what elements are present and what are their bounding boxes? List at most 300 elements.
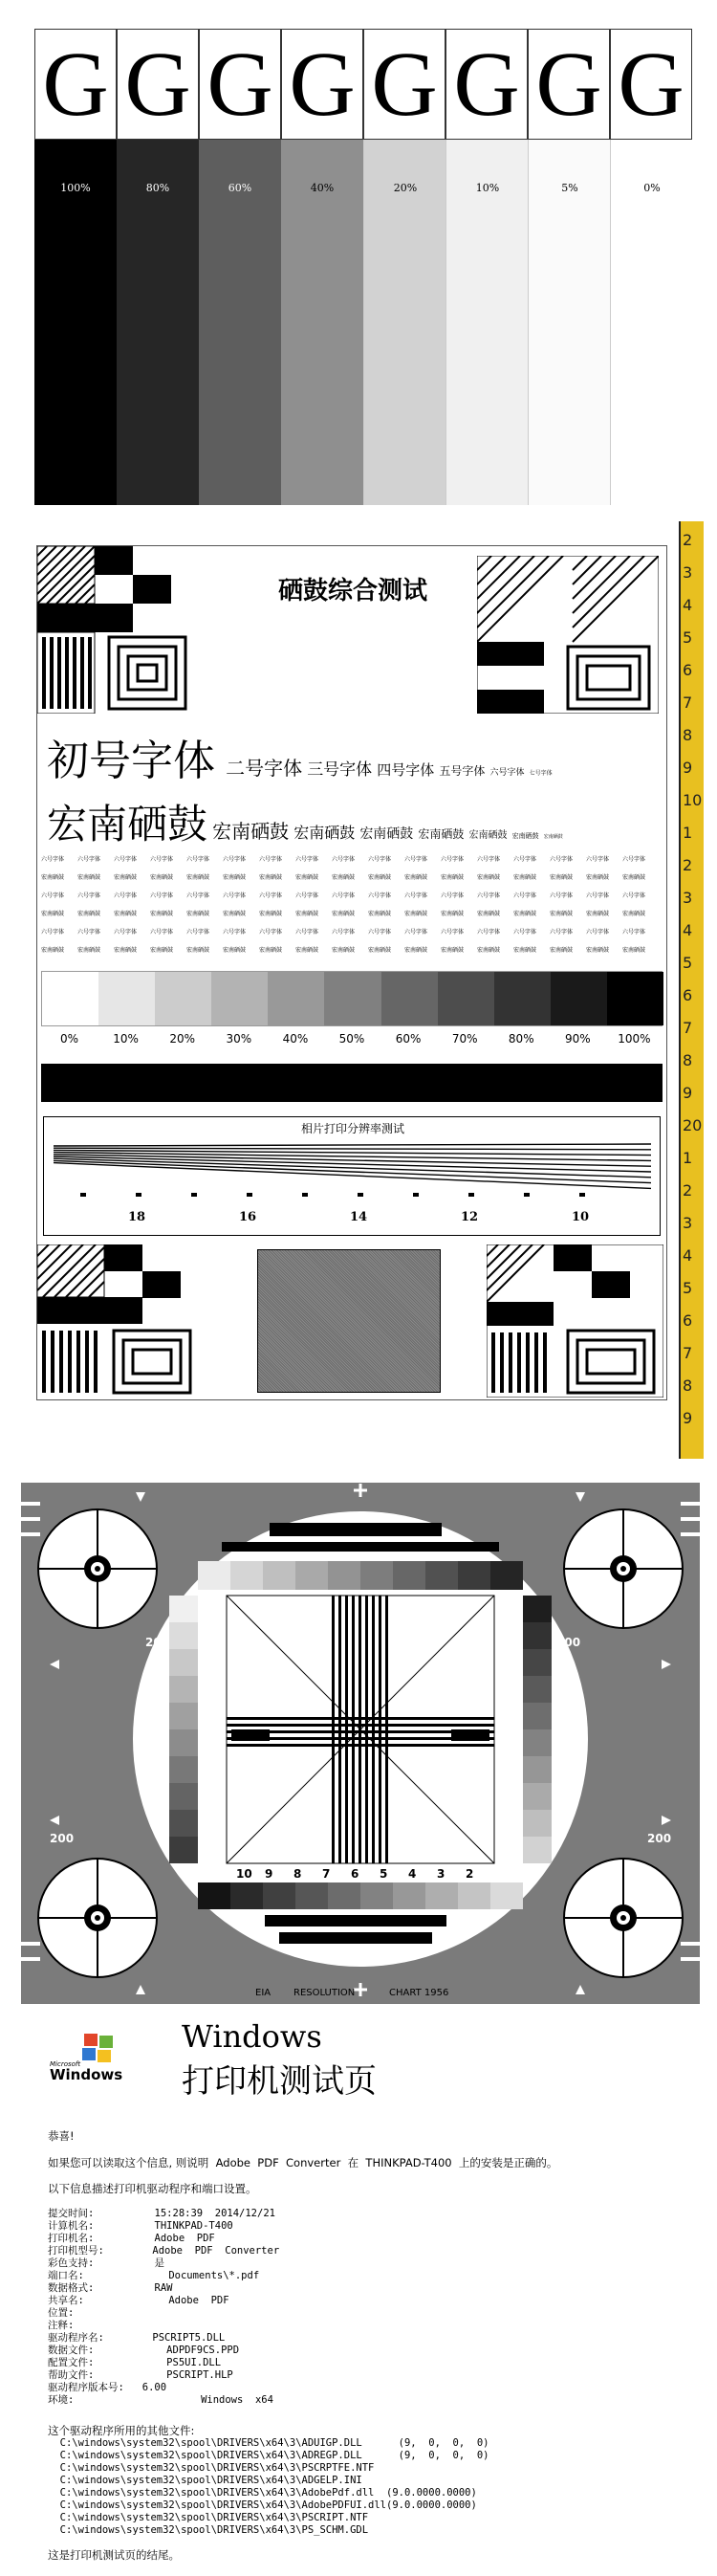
small-text-sample: 宏南硒鼓 [368,947,392,954]
brand-sample-2: 宏南硒鼓 [293,824,356,842]
eia-gray-step [198,1882,230,1909]
eia-gray-step [458,1882,490,1909]
font-row-chuhao [47,726,659,785]
small-text-sample: 六号字体 [186,856,210,863]
eia-resolution-number: 2 [466,1867,474,1881]
page-title-line1: Windows [182,2018,322,2055]
small-text-sample: 六号字体 [586,856,610,863]
small-text-sample: 宏南硒鼓 [223,911,247,917]
eia-gray-step [328,1882,360,1909]
small-text-sample: 六号字体 [477,892,501,899]
ruler-digit: 4 [683,921,693,939]
brand-sample-1: 宏南硒鼓 [212,820,290,843]
small-text-grid [41,854,663,969]
small-text-sample: 宏南硒鼓 [295,874,319,881]
small-text-sample: 宏南硒鼓 [150,947,174,954]
eia-gray-step [490,1882,523,1909]
small-text-sample: 六号字体 [404,892,428,899]
resolution-lines-icon [54,1140,651,1198]
eia-gray-step [523,1810,552,1837]
windows-logo [50,2032,136,2089]
letter-g-sample: G [34,29,117,140]
small-text-sample: 六号字体 [259,929,283,936]
checker-pattern-icon [37,1244,205,1398]
gray-step-label: 50% [338,1032,365,1046]
small-text-sample: 宏南硒鼓 [114,911,138,917]
eia-resolution-number: 3 [437,1867,445,1881]
gray-percent-label: 10% [475,182,500,194]
gray-step-swatch [438,972,494,1025]
small-text-sample: 宏南硒鼓 [368,874,392,881]
grayscale-strip [34,29,694,505]
printer-properties: 提交时间: 15:28:39 2014/12/21 计算机名: THINKPAD-T400 打印机名: Adobe PDF 打印机型号: Adobe PDF Converter 彩色支持: 是 端口名: Documents\*.pdf 数据格式: RAW 共享名: Adobe PDF 位置: 注释: 驱动程序名: PSCRIPT5.DLL 数据文件: ADPDF9CS.PPD 配置文件: PS5UI.DLL 帮助文件: PSCRIPT.HLP 驱动程序版本号: 6.00 环境: Windows x64 [48,2208,280,2406]
gray-step-column [363,29,445,505]
small-text-sample: 宏南硒鼓 [404,911,428,917]
small-text-sample: 宏南硒鼓 [477,911,501,917]
resolution-tick-label: 12 [461,1210,479,1224]
pattern-block-top-left [37,546,205,714]
eia-gray-step [458,1561,490,1590]
small-text-sample: 宏南硒鼓 [586,874,610,881]
letter-g-sample: G [363,29,445,140]
small-text-sample: 六号字体 [186,892,210,899]
small-text-sample: 六号字体 [77,892,101,899]
gray-percent-label: 80% [145,182,170,194]
small-text-sample: 六号字体 [404,929,428,936]
ruler-digit: 4 [683,596,693,614]
small-text-sample: 宏南硒鼓 [259,911,283,917]
small-text-sample: 宏南硒鼓 [259,874,283,881]
ruler-digit: 2 [683,1181,693,1200]
small-text-sample: 宏南硒鼓 [404,947,428,954]
small-text-sample: 宏南硒鼓 [114,874,138,881]
small-text-sample: 六号字体 [77,929,101,936]
small-text-sample: 宏南硒鼓 [223,874,247,881]
gray-step-swatch [268,972,324,1025]
letter-g-sample: G [117,29,199,140]
small-text-sample: 六号字体 [477,929,501,936]
resolution-tick-mark [468,1193,474,1197]
small-text-sample: 宏南硒鼓 [223,947,247,954]
small-text-sample: 六号字体 [41,929,65,936]
small-text-sample: 六号字体 [41,892,65,899]
small-text-sample: 宏南硒鼓 [404,874,428,881]
gray-step-swatch [381,972,438,1025]
gray-step-label: 10% [113,1032,139,1046]
small-text-sample: 宏南硒鼓 [77,947,101,954]
eia-gray-step [523,1837,552,1863]
gray-percent-label: 0% [643,182,661,194]
font-sample-qihao: 七号字体 [529,770,553,777]
small-text-sample: 六号字体 [586,892,610,899]
ruler-digit: 3 [683,1214,693,1232]
resolution-tick-mark [136,1193,141,1197]
small-text-sample: 六号字体 [295,856,319,863]
resolution-tick-label: 10 [572,1210,590,1224]
brand-sample-7: 宏南硒鼓 [543,834,563,840]
gray-step-swatch [42,972,98,1025]
small-text-sample: 宏南硒鼓 [186,947,210,954]
description-text: 以下信息描述打印机驱动程序和端口设置。 [48,2182,257,2195]
small-text-sample: 六号字体 [368,892,392,899]
ruler-digit: 9 [683,759,693,777]
small-text-sample: 宏南硒鼓 [441,874,465,881]
eia-bottom-numbers [236,1867,494,1882]
gray-percent-label: 100% [60,182,91,194]
eia-gray-step [523,1783,552,1810]
gray-step-swatch [211,972,268,1025]
small-text-sample: 六号字体 [332,929,356,936]
gray-fill-bar [610,140,693,505]
gray-fill-bar [528,140,611,505]
eia-gray-step [169,1622,198,1649]
resolution-line [54,1144,651,1146]
ruler-digit: 6 [683,1311,693,1330]
ruler-digit: 6 [683,661,693,679]
small-text-sample: 六号字体 [150,929,174,936]
brand-sample-4: 宏南硒鼓 [418,827,465,841]
eia-resolution-number: 4 [408,1867,417,1881]
congrats-text: 恭喜! [48,2129,75,2143]
resolution-tick-mark [524,1193,530,1197]
eia-gray-step [169,1596,198,1622]
letter-g-sample: G [281,29,363,140]
small-text-sample: 宏南硒鼓 [77,911,101,917]
resolution-line [54,1150,651,1155]
small-text-sample: 六号字体 [550,892,574,899]
font-sample-sanhao: 三号字体 [307,760,373,780]
small-text-sample: 六号字体 [114,929,138,936]
logo-small-text: Microsoft [50,2060,81,2068]
resolution-line [54,1163,651,1189]
pattern-block-bottom-left [37,1244,205,1398]
small-text-sample: 六号字体 [441,892,465,899]
small-text-sample: 宏南硒鼓 [41,874,65,881]
small-text-sample: 六号字体 [114,856,138,863]
gray-step-column [34,29,117,505]
gray-step-label: 20% [169,1032,196,1046]
small-text-sample: 六号字体 [622,929,646,936]
small-text-sample: 六号字体 [223,892,247,899]
gray-step-column [610,29,692,505]
eia-gray-step [523,1703,552,1729]
small-text-sample: 六号字体 [295,929,319,936]
resolution-tick-label: 14 [350,1210,368,1224]
small-text-sample: 宏南硒鼓 [332,874,356,881]
small-text-sample: 六号字体 [622,856,646,863]
eia-gray-step [169,1729,198,1756]
eia-corner-label-3: 200 [50,1832,75,1845]
small-text-sample: 宏南硒鼓 [622,911,646,917]
gray-step-column [528,29,610,505]
resolution-line [54,1148,651,1150]
eia-gray-step [198,1561,230,1590]
brand-sample-3: 宏南硒鼓 [359,826,414,842]
other-files-list: C:\windows\system32\spool\DRIVERS\x64\3\ADUIGP.DLL (9, 0, 0, 0) C:\windows\system32\spool\DRIVERS\x64\3\ADREGP.DLL (9, 0, 0, 0) C:\windows\system32\spool\DRIVERS\x64\3\PSCRPTFE.NTF C:\windows\system32\spool\DRIVERS\x64\3\ADGELP.INI C:\windows\system32\spool\DRIVERS\x64\3\AdobePdf.dll (9.0.0000.0000) C:\windows\system32\spool\DRIVERS\x64\3\AdobePDFUI.dll(9.0.0000.0000) C:\windows\system32\spool\DRIVERS\x64\3\PSCRIPT.NTF C:\windows\system32\spool\DRIVERS\x64\3\PS_SCHM.GDL [59,2437,489,2536]
small-text-sample: 六号字体 [295,892,319,899]
ruler-digit: 8 [683,726,693,744]
gray-fill-bar [363,140,446,505]
resolution-tick-mark [191,1193,197,1197]
resolution-tick-mark [302,1193,308,1197]
ruler-digit: 7 [683,1019,693,1037]
letter-g-sample: G [199,29,281,140]
eia-gray-step [169,1810,198,1837]
small-text-sample: 六号字体 [441,856,465,863]
measuring-ruler [679,521,704,1459]
ruler-digit: 7 [683,1344,693,1362]
resolution-tick-mark [247,1193,252,1197]
ruler-digit: 7 [683,694,693,712]
small-text-sample: 六号字体 [332,856,356,863]
pattern-block-bottom-right [487,1244,663,1398]
small-text-sample: 六号字体 [223,856,247,863]
small-text-sample: 六号字体 [513,892,537,899]
font-sample-sihao: 四号字体 [377,761,435,779]
eia-footer-left: EIA [255,1988,272,1998]
small-text-sample: 六号字体 [259,892,283,899]
halftone-square [257,1249,441,1393]
gray-percent-label: 60% [228,182,252,194]
font-sample-wuhao: 五号字体 [439,764,486,778]
gray-fill-bar [445,140,529,505]
small-text-sample: 六号字体 [114,892,138,899]
gray-step-label: 30% [226,1032,252,1046]
other-files-title: 这个驱动程序所用的其他文件: [48,2424,195,2437]
small-text-sample: 宏南硒鼓 [441,911,465,917]
letter-g-sample: G [445,29,528,140]
gray-step-swatch [551,972,607,1025]
small-text-sample: 宏南硒鼓 [150,911,174,917]
gray-fill-bar [281,140,363,505]
gray-step-labels [41,1032,663,1049]
gray-percent-label: 20% [393,182,418,194]
gray-step-label: 40% [282,1032,309,1046]
checker-pattern-icon [37,546,205,714]
small-text-sample: 宏南硒鼓 [550,911,574,917]
ruler-digit: 5 [683,628,693,647]
eia-corner-label-4: 200 [647,1832,672,1845]
resolution-tick-mark [80,1193,86,1197]
ruler-digit: 3 [683,889,693,907]
font-sample-liuhao: 六号字体 [489,768,525,778]
eia-gray-step [523,1596,552,1622]
small-text-sample: 六号字体 [368,856,392,863]
gray-step-column [117,29,199,505]
small-text-sample: 宏南硒鼓 [259,947,283,954]
eia-gray-step [393,1882,425,1909]
resolution-tick-mark [358,1193,363,1197]
ruler-digit: 9 [683,1084,693,1102]
small-text-sample: 宏南硒鼓 [114,947,138,954]
eia-corner-label-2: 200 [556,1636,581,1649]
small-text-sample: 宏南硒鼓 [586,947,610,954]
resolution-title: 相片打印分辨率测试 [300,1122,404,1135]
ruler-digit: 2 [683,531,693,549]
eia-resolution-number: 5 [380,1867,388,1881]
pattern-block-top-right [477,556,659,714]
ruler-digit: 1 [683,824,693,842]
small-text-sample: 宏南硒鼓 [295,947,319,954]
gray-step-column [281,29,363,505]
font-row-hongnan [47,793,663,846]
eia-chart-graphic [21,1483,700,2004]
gray-step-column [199,29,281,505]
font-sample-chuhao: 初号字体 [47,737,215,785]
resolution-tick-label: 16 [239,1210,257,1224]
gray-step-column [445,29,528,505]
eia-gray-step [295,1882,328,1909]
letter-g-sample: G [610,29,692,140]
gray-step-swatch [494,972,551,1025]
small-text-sample: 宏南硒鼓 [622,874,646,881]
moire-pattern-icon [477,556,659,714]
gray-step-label: 0% [60,1032,79,1046]
eia-gray-step [169,1703,198,1729]
solid-black-band [41,1064,663,1102]
resolution-tick-label: 18 [128,1210,146,1224]
small-text-sample: 六号字体 [550,856,574,863]
small-text-sample: 六号字体 [513,856,537,863]
brand-sample-5: 宏南硒鼓 [468,830,508,841]
small-text-sample: 宏南硒鼓 [295,911,319,917]
windows-test-page [48,2018,698,2573]
small-text-sample: 六号字体 [186,929,210,936]
resolution-line [54,1158,651,1178]
letter-g-sample: G [528,29,610,140]
gray-step-swatch [607,972,663,1025]
small-text-sample: 宏南硒鼓 [550,947,574,954]
ruler-digit: 5 [683,954,693,972]
eia-gray-step [360,1561,393,1590]
small-text-sample: 宏南硒鼓 [550,874,574,881]
ruler-digit: 10 [683,791,703,809]
eia-resolution-number: 10 [236,1867,252,1881]
gray-percent-label: 5% [561,182,578,194]
small-text-sample: 六号字体 [77,856,101,863]
small-text-sample: 宏南硒鼓 [41,911,65,917]
small-text-sample: 六号字体 [513,929,537,936]
small-text-sample: 六号字体 [441,929,465,936]
small-text-sample: 宏南硒鼓 [441,947,465,954]
font-sample-erhao: 二号字体 [226,757,303,780]
gray-fill-bar [34,140,117,505]
resolution-tick-mark [413,1193,419,1197]
eia-resolution-number: 8 [293,1867,302,1881]
brand-sample-large: 宏南硒鼓 [47,801,208,848]
ruler-digit: 2 [683,856,693,874]
eia-gray-step [523,1649,552,1676]
eia-gray-step [328,1561,360,1590]
eia-gray-step [295,1561,328,1590]
small-text-sample: 六号字体 [477,856,501,863]
chart-title: 硒鼓综合测试 [277,577,427,605]
resolution-ticks [76,1193,630,1231]
small-text-sample: 宏南硒鼓 [150,874,174,881]
ruler-digit: 8 [683,1376,693,1395]
small-text-sample: 宏南硒鼓 [477,874,501,881]
small-text-sample: 六号字体 [368,929,392,936]
gray-step-scale [41,971,663,1026]
ruler-digit: 3 [683,563,693,582]
ruler-digit: 9 [683,1409,693,1427]
eia-gray-step [523,1729,552,1756]
gray-fill-bar [117,140,199,505]
small-text-sample: 六号字体 [259,856,283,863]
windows-flag-icon [71,2032,128,2064]
small-text-sample: 六号字体 [41,856,65,863]
eia-gray-step [263,1561,295,1590]
brand-sample-6: 宏南硒鼓 [511,832,539,840]
small-text-sample: 六号字体 [150,856,174,863]
ruler-digit: 8 [683,1051,693,1069]
small-text-sample: 宏南硒鼓 [513,911,537,917]
ruler-digit: 20 [683,1116,703,1134]
small-text-sample: 六号字体 [404,856,428,863]
small-text-sample: 六号字体 [622,892,646,899]
ruler-digit: 1 [683,1149,693,1167]
small-text-sample: 六号字体 [332,892,356,899]
end-text: 这是打印机测试页的结尾。 [48,2548,180,2562]
small-text-sample: 宏南硒鼓 [332,947,356,954]
eia-gray-step [169,1649,198,1676]
eia-footer-mid: RESOLUTION [293,1988,356,1998]
intro-text: 如果您可以读取这个信息, 则说明 Adobe PDF Converter 在 THINKPAD-T400 上的安装是正确的。 [48,2156,558,2169]
moire-pattern-icon [487,1244,663,1398]
eia-gray-step [263,1882,295,1909]
ruler-digit: 6 [683,986,693,1004]
eia-resolution-chart [21,1483,700,2004]
eia-gray-step [169,1837,198,1863]
eia-footer-right: CHART 1956 [389,1988,449,1998]
eia-gray-step [490,1561,523,1590]
gray-step-label: 80% [508,1032,534,1046]
small-text-sample: 宏南硒鼓 [586,911,610,917]
eia-gray-step [523,1622,552,1649]
ruler-digit: 4 [683,1246,693,1265]
small-text-sample: 六号字体 [550,929,574,936]
eia-gray-step [169,1756,198,1783]
eia-gray-step [523,1756,552,1783]
eia-gray-step [425,1561,458,1590]
eia-resolution-number: 7 [322,1867,331,1881]
eia-gray-step [230,1882,263,1909]
eia-gray-step [360,1882,393,1909]
eia-gray-step [393,1561,425,1590]
gray-step-swatch [324,972,380,1025]
ruler-digit: 5 [683,1279,693,1297]
gray-step-label: 90% [565,1032,591,1046]
gray-percent-label: 40% [310,182,335,194]
gray-step-label: 60% [395,1032,422,1046]
small-text-sample: 宏南硒鼓 [513,947,537,954]
eia-gray-step [425,1882,458,1909]
toner-test-chart [36,545,667,1400]
gray-step-label: 100% [618,1032,651,1046]
small-text-sample: 宏南硒鼓 [368,911,392,917]
small-text-sample: 六号字体 [150,892,174,899]
small-text-sample: 宏南硒鼓 [513,874,537,881]
eia-gray-step [169,1783,198,1810]
eia-resolution-number: 6 [351,1867,359,1881]
small-text-sample: 宏南硒鼓 [332,911,356,917]
gray-step-swatch [155,972,211,1025]
logo-word: Windows [50,2066,123,2083]
eia-gray-step [169,1676,198,1703]
small-text-sample: 宏南硒鼓 [622,947,646,954]
small-text-sample: 宏南硒鼓 [186,874,210,881]
small-text-sample: 宏南硒鼓 [41,947,65,954]
